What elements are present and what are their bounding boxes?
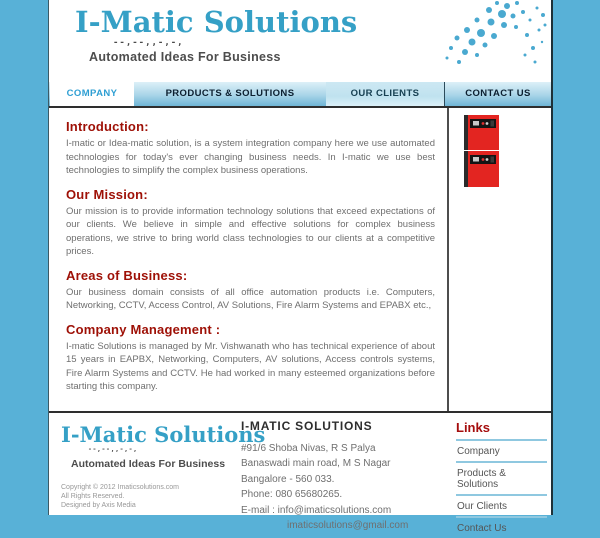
footer-link-contact-us[interactable]: Contact Us — [457, 522, 507, 534]
footer-logo-text — [61, 421, 266, 447]
logo-text — [75, 5, 357, 39]
section-our-mission — [66, 187, 435, 259]
section-heading: Areas of Business: — [66, 267, 188, 283]
logo-morse-dashes: --,--,,-,-, — [113, 38, 184, 48]
phone-line: Phone: 080 65680265. — [241, 489, 343, 500]
fire-alarm-panel-image — [457, 113, 505, 189]
address-line: #91/6 Shoba Nivas, R S Palya — [241, 442, 376, 454]
section-introduction — [66, 119, 435, 178]
footer-link-company[interactable]: Company — [456, 441, 547, 463]
email-line-2: imaticsolutions@gmail.com — [287, 520, 409, 531]
logo-tagline: Automated Ideas For Business — [89, 50, 281, 64]
section-heading: Introduction: — [66, 119, 149, 134]
footer-logo-tagline: Automated Ideas For Business — [71, 457, 226, 470]
site-logo[interactable] — [75, 5, 358, 64]
links-heading: Links — [456, 418, 547, 441]
copyright-line: Copyright © 2012 Imaticsolutions.com — [61, 483, 179, 491]
logo-part-imatic: I-Matic — [75, 5, 194, 39]
section-heading: Our Mission: — [66, 186, 148, 202]
tab-our-clients[interactable]: OUR CLIENTS — [326, 82, 444, 106]
tab-products-solutions[interactable]: PRODUCTS & SOLUTIONS — [165, 88, 295, 99]
dots-pattern-icon — [437, 0, 547, 70]
copyright-block — [61, 483, 241, 510]
section-company-management — [66, 322, 435, 394]
copyright-line: Designed by Axis Media — [61, 501, 136, 509]
section-body: I-matic or Idea-matic solution, is a system integration company here we use automated technologies for today's ever changing business needs. In I-matic we use best technologies to simplify the complex business operations. — [66, 138, 435, 176]
tab-company[interactable]: COMPANY — [50, 82, 134, 106]
site-footer — [49, 413, 551, 534]
copyright-line: All Rights Reserved. — [61, 492, 125, 500]
footer-logo-part-solutions: Solutions — [154, 421, 266, 447]
tab-contact-us[interactable]: CONTACT US — [444, 82, 551, 106]
section-body: Our business domain consists of all office automation products i.e. Computers, Networking, CCTV, Access Control, AV Solutions, Fire Alarm Systems and EPABX etc., — [66, 286, 435, 311]
footer-link-our-clients[interactable]: Our Clients — [456, 496, 547, 518]
footer-address-column — [241, 419, 446, 534]
content-image-column — [449, 108, 551, 411]
footer-link-products-solutions[interactable]: Products & Solutions — [456, 463, 547, 496]
main-content — [49, 108, 551, 413]
section-heading: Company Management : — [66, 321, 221, 337]
main-navigation — [49, 82, 551, 108]
logo-part-solutions: Solutions — [203, 5, 358, 39]
section-body: I-matic Solutions is managed by Mr. Vishwanath who has technical experience of about 15 years in EAPBX, Networking, Computers, AV solutions, Access controls systems, Fire Alarm Systems and CCTV. He had worked in many esteemed organizations before starting this company. — [66, 340, 435, 392]
footer-logo-morse-dashes: --,--,,-,-, — [88, 444, 138, 453]
page-container — [48, 0, 553, 534]
address-line: Bangalore - 560 033. — [241, 473, 335, 485]
content-text-column — [49, 108, 449, 411]
footer-logo — [61, 421, 266, 453]
section-body: Our mission is to provide information technology solutions that exceed expectations of our clients. We believe in simple and effective solutions for complex business operations, we strive to bring world class technologies to our clients at a competitive prices. — [66, 205, 435, 257]
site-header — [49, 0, 551, 82]
footer-links-column — [456, 418, 547, 538]
dots-pattern-decoration — [437, 0, 547, 70]
footer-brand-column — [61, 421, 266, 510]
address-line: Banaswadi main road, M S Nagar — [241, 458, 391, 469]
section-areas-of-business — [66, 268, 435, 313]
footer-logo-part-imatic: I-Matic — [61, 421, 147, 447]
email-line: E-mail : info@imaticsolutions.com — [241, 504, 392, 516]
footer-company-name: I-MATIC SOLUTIONS — [241, 418, 373, 433]
